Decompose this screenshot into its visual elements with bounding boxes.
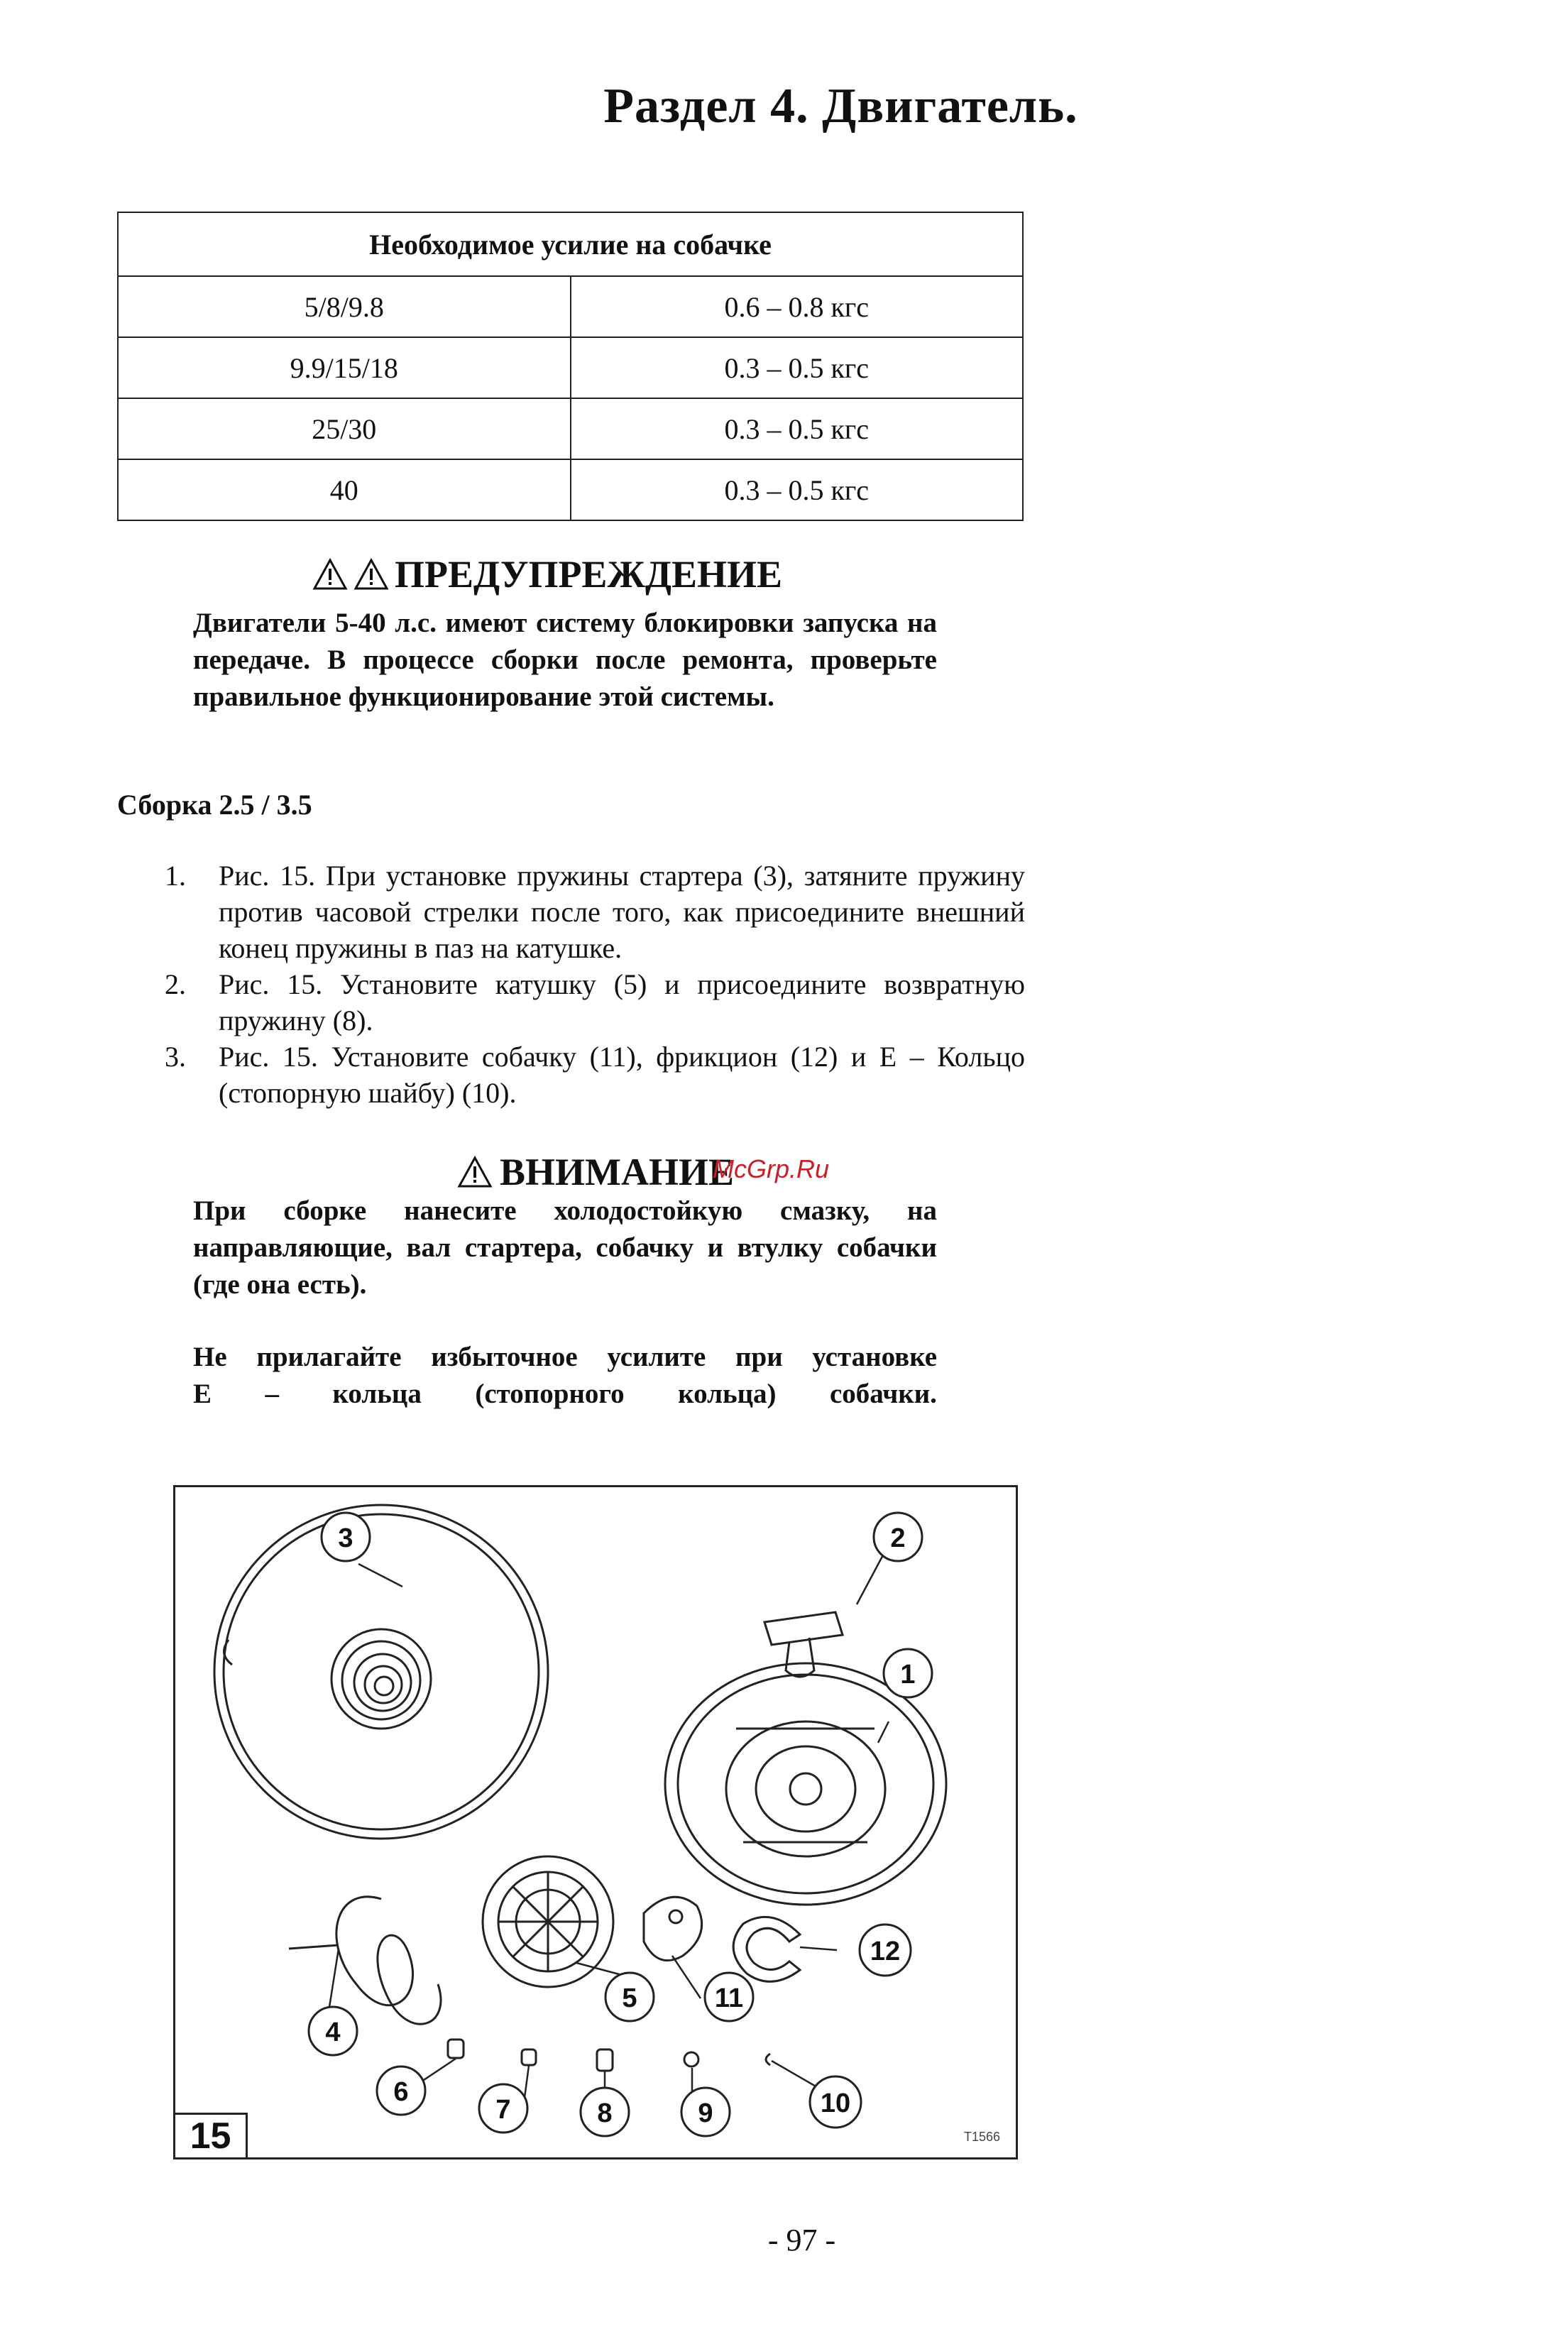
pawl-drawing — [644, 1897, 702, 1961]
assembly-steps — [165, 858, 1025, 1111]
warning-triangle-icon — [353, 558, 389, 591]
model-cell: 5/8/9.8 — [118, 276, 571, 337]
step-text: Рис. 15. При установке пружины стартера (3), затяните пружину против часовой стрелки после того, как присоедините внешний конец пружины в паз на катушке. — [219, 860, 1025, 964]
list-item — [165, 1039, 1025, 1111]
word: Е — [193, 1379, 212, 1409]
section-title: Сборка 2.5 / 3.5 — [117, 789, 312, 821]
callout-label: 12 — [870, 1937, 901, 1966]
rope-drawing — [289, 1897, 441, 2024]
attention-text-1: При сборке нанесите холодостойкую смазку, на направляющие, вал стартера, собачку и втулку собачки (где она есть). — [193, 1195, 937, 1300]
step-number: 1. — [165, 860, 186, 892]
table-row — [118, 398, 1023, 459]
word: собачки. — [830, 1379, 937, 1409]
callout-label: 4 — [325, 2018, 341, 2047]
step-number: 3. — [165, 1041, 186, 1073]
step-number: 2. — [165, 968, 186, 1000]
warning-text: Двигатели 5-40 л.с. имеют систему блокировки запуска на передаче. В процессе сборки после ремонта, проверьте правильное функционирование этой системы. — [193, 608, 937, 712]
small-parts-drawing — [448, 2040, 770, 2071]
force-cell: 0.3 – 0.5 кгс — [571, 459, 1024, 520]
attention-heading — [457, 1150, 734, 1194]
warning-triangle-icon — [457, 1156, 493, 1188]
figure-15 — [173, 1485, 1018, 2159]
figure-number: 15 — [173, 2113, 248, 2159]
callout-label: 6 — [393, 2077, 409, 2107]
callout-label: 11 — [714, 1983, 744, 2013]
callout-label: 3 — [338, 1523, 353, 1553]
model-cell: 25/30 — [118, 398, 571, 459]
starter-handle-drawing — [764, 1612, 843, 1677]
callout-label: 7 — [495, 2095, 511, 2125]
friction-plate-drawing — [733, 1917, 800, 1981]
list-item — [165, 966, 1025, 1039]
page-number: - 97 - — [767, 2223, 836, 2257]
force-cell: 0.6 – 0.8 кгс — [571, 276, 1024, 337]
callout-label: 8 — [597, 2098, 613, 2128]
attention-text-2-line1: Не прилагайте избыточное усилите при установке — [193, 1342, 937, 1372]
attention-title: ВНИМАНИЕ — [500, 1151, 735, 1193]
attention-text-2 — [193, 1339, 937, 1413]
word: кольца — [332, 1379, 422, 1409]
recoil-spring-drawing — [214, 1505, 548, 1839]
callout-label: 10 — [820, 2089, 851, 2118]
attention-text-2-line2 — [193, 1376, 937, 1413]
table-row — [118, 459, 1023, 520]
force-cell: 0.3 – 0.5 кгс — [571, 337, 1024, 398]
list-item — [165, 858, 1025, 966]
step-text: Рис. 15. Установите катушку (5) и присоедините возвратную пружину (8). — [219, 968, 1025, 1036]
starter-case-drawing — [665, 1663, 946, 1905]
callout-label: 1 — [900, 1660, 916, 1690]
warning-title: ПРЕДУПРЕЖДЕНИЕ — [395, 553, 783, 596]
warning-heading — [312, 552, 782, 596]
force-cell: 0.3 – 0.5 кгс — [571, 398, 1024, 459]
callout-label: 9 — [698, 2098, 713, 2128]
starter-parts-diagram — [175, 1487, 1016, 2157]
table-row — [118, 337, 1023, 398]
figure-code: T1566 — [963, 2130, 1000, 2144]
warning-triangle-icon — [312, 558, 348, 591]
page-title: Раздел 4. Двигатель. — [603, 79, 1078, 133]
table-row — [118, 276, 1023, 337]
watermark: McGrp.Ru — [713, 1154, 830, 1183]
word: кольца) — [678, 1379, 777, 1409]
callout-label: 5 — [622, 1983, 637, 2013]
table-header: Необходимое усилие на собачке — [118, 212, 1023, 276]
callout-label: 2 — [890, 1523, 906, 1553]
table-header-row — [118, 212, 1023, 276]
model-cell: 40 — [118, 459, 571, 520]
word: (стопорного — [475, 1379, 625, 1409]
word: – — [265, 1379, 279, 1409]
model-cell: 9.9/15/18 — [118, 337, 571, 398]
step-text: Рис. 15. Установите собачку (11), фрикцион (12) и Е – Кольцо (стопорную шайбу) (10). — [219, 1041, 1025, 1109]
force-table — [117, 212, 1024, 521]
